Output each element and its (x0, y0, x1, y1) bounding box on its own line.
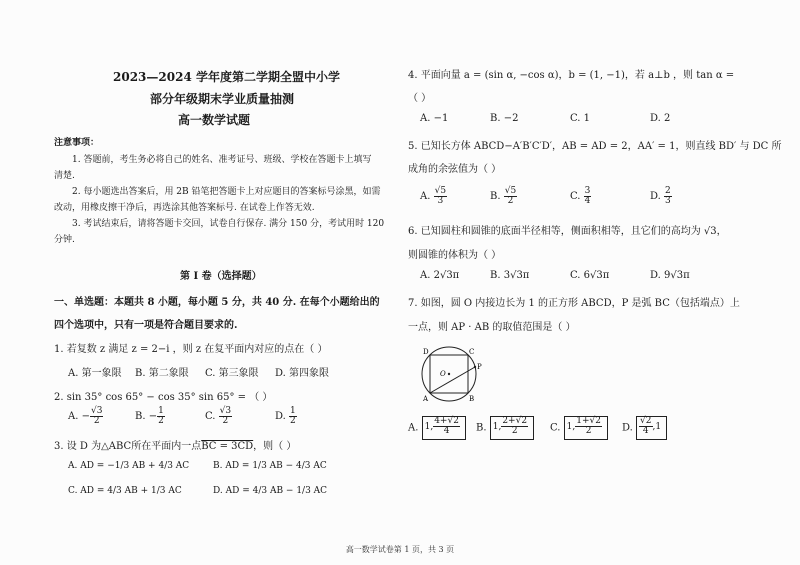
header-line3: 高一数学试题 (178, 113, 251, 127)
q6-stem-line2: 则圆锥的体积为（ ） (408, 250, 502, 261)
q5-stem-line2: 成角的余弦值为（ ） (408, 164, 502, 175)
q3-stem-tail: ，则（ ） (253, 441, 297, 452)
interval-bracket-right (462, 416, 466, 440)
q5-stem-line1: 5. 已知长方体 ABCD−A′B′C′D′，AB = AD = 2，AA′ = 1，则直线 BD′ 与 DC 所 (408, 141, 782, 152)
q7-figure (410, 343, 488, 405)
notes-title: 注意事项： (54, 138, 100, 148)
label-a: A (423, 395, 429, 403)
fraction (289, 407, 297, 426)
q3-option-a: A. AD = −1/3 AB + 4/3 AC (68, 461, 190, 471)
minus-sign: − (81, 411, 90, 422)
interval-start: 1, (566, 422, 576, 432)
label-o: O (440, 370, 446, 378)
q7-option-c (550, 416, 608, 440)
denominator: 4 (642, 426, 649, 436)
option-label: C. (570, 191, 581, 202)
numerator: 2 (665, 186, 671, 196)
q1-option-b: B. 第二象限 (135, 368, 189, 379)
q3-option-d: D. AD = 4/3 AB − 1/3 AC (213, 486, 328, 496)
option-label: A. (408, 422, 419, 434)
fraction (664, 187, 672, 206)
q1-option-c: C. 第三象限 (205, 368, 259, 379)
page-footer: 高一数学试卷第 1 页，共 3 页 (345, 545, 455, 554)
option-label: C. (205, 411, 216, 422)
fraction (433, 417, 460, 436)
q6-option-a: A. 2√3π (420, 270, 460, 281)
interval-bracket (564, 416, 604, 440)
q6-stem-line1: 6. 已知圆柱和圆锥的底面半径相等，侧面积相等，且它们的高均为 √3， (408, 226, 727, 237)
option-label: B. (135, 411, 146, 422)
numerator: √3 (90, 406, 103, 416)
numerator: √3 (219, 406, 232, 416)
point-p (474, 366, 476, 368)
notes-line: 清楚. (54, 171, 75, 181)
header-line1: 2023—2024 学年度第二学期全盟中小学 (113, 70, 340, 84)
q4-paren: （ ） (408, 93, 432, 104)
q2-stem: 2. sin 35° cos 65° − cos 35° sin 65° = （ ） (54, 392, 273, 403)
denominator: 4 (584, 196, 591, 206)
numerator: 2+√2 (502, 416, 528, 426)
q6-option-b: B. 3√3π (490, 270, 530, 281)
denominator: 2 (93, 416, 100, 426)
denominator: 2 (290, 416, 296, 426)
notes-line: 3. 考试结束后，请将答题卡交回，试卷自行保存. 满分 150 分，考试用时 120 (72, 219, 385, 229)
denominator: 4 (443, 426, 450, 436)
denominator: 3 (437, 196, 444, 206)
denominator: 2 (222, 416, 229, 426)
section-intro-line1: 一、单选题：本题共 8 小题，每小题 5 分，共 40 分. 在每个小题给出的 (54, 297, 380, 308)
label-d: D (423, 348, 429, 356)
q1-stem: 1. 若复数 z 满足 z = 2−i ，则 z 在复平面内对应的点在（ ） (54, 344, 328, 355)
q2-option-b (135, 407, 165, 426)
q7-option-b (476, 416, 534, 440)
numerator: 4+√2 (434, 416, 459, 426)
option-label: B. (490, 191, 501, 202)
section-title: 第 I 卷（选择题） (180, 271, 262, 282)
q3-option-b: B. AD = 1/3 AB − 4/3 AC (213, 461, 327, 471)
label-p: P (477, 363, 482, 371)
fraction (157, 407, 165, 426)
q5-option-d (650, 187, 672, 206)
q5-option-b (490, 187, 517, 206)
numerator: 1 (158, 406, 164, 416)
notes-line: 1. 答题前，考生务必将自己的姓名、准考证号、班级、学校在答题卡上填写 (72, 155, 372, 165)
option-label: D. (275, 411, 286, 422)
label-b: B (469, 395, 475, 403)
q1-option-d: D. 第四象限 (275, 368, 330, 379)
denominator: 3 (665, 196, 671, 206)
denominator: 2 (585, 426, 592, 436)
fraction (434, 187, 447, 206)
fraction (575, 417, 602, 436)
center-point (448, 373, 450, 375)
q5-option-c (570, 187, 591, 206)
q7-option-a (408, 416, 466, 440)
minus-sign: − (148, 411, 158, 422)
interval-bracket-right (530, 416, 534, 440)
label-c: C (469, 348, 475, 356)
interval-end: ,1 (652, 422, 662, 432)
q2-option-c (205, 407, 232, 426)
option-label: D. (622, 422, 633, 434)
q4-option-b: B. −2 (490, 113, 519, 124)
interval-bracket-right (604, 416, 608, 440)
q4-option-a: A. −1 (420, 113, 449, 124)
numerator: √5 (504, 186, 517, 196)
interval-start: 1, (424, 422, 434, 432)
fraction (501, 417, 528, 436)
option-label: D. (650, 191, 661, 202)
q6-option-c: C. 6√3π (570, 270, 610, 281)
interval-bracket (636, 416, 663, 440)
q1-option-a: A. 第一象限 (68, 368, 122, 379)
interval-bracket (490, 416, 530, 440)
option-label: C. (550, 422, 561, 434)
q3-vector-equation: BC = 3CD (201, 441, 254, 452)
numerator: √5 (434, 186, 447, 196)
q7-option-d (622, 416, 667, 440)
numerator: 3 (584, 186, 591, 196)
option-label: A. (420, 191, 431, 202)
q7-stem-line2: 一点，则 AP · AB 的取值范围是（ ） (408, 322, 576, 333)
interval-bracket-right (663, 416, 667, 440)
q3-stem (54, 437, 296, 452)
q4-option-d: D. 2 (650, 113, 671, 124)
header-line2: 部分年级期末学业质量抽测 (150, 92, 295, 106)
section-intro-line2: 四个选项中，只有一项是符合题目要求的. (54, 320, 238, 331)
option-label: B. (476, 422, 487, 434)
q3-stem-text: 3. 设 D 为△ABC所在平面内一点 (54, 441, 202, 452)
q2-option-d (275, 407, 297, 426)
numerator: 1 (290, 406, 296, 416)
q3-option-c: C. AD = 4/3 AB + 1/3 AC (68, 486, 182, 496)
numerator: 1+√2 (576, 416, 601, 426)
q7-stem-line1: 7. 如图，圆 O 内接边长为 1 的正方形 ABCD，P 是弧 BC（包括端点）上 (408, 298, 740, 309)
fraction (219, 407, 232, 426)
notes-line: 改动，用橡皮擦干净后，再选涂其他答案标号. 在试卷上作答无效. (54, 203, 315, 213)
interval-start: 1, (492, 422, 502, 432)
q4-stem: 4. 平面向量 a = (sin α, −cos α)，b = (1, −1)，若 a⊥b ，则 tan α = (408, 70, 735, 81)
denominator: 2 (507, 196, 514, 206)
q5-option-a (420, 187, 447, 206)
fraction (584, 187, 592, 206)
q2-option-a (68, 407, 103, 426)
q4-option-c: C. 1 (570, 113, 591, 124)
denominator: 2 (158, 416, 164, 426)
fraction (504, 187, 517, 206)
numerator: √2 (640, 416, 652, 426)
notes-line: 2. 每小题选出答案后，用 2B 铅笔把答题卡上对应题目的答案标号涂黑，如需 (72, 187, 381, 197)
fraction (90, 407, 103, 426)
denominator: 2 (511, 426, 518, 436)
fraction (639, 417, 652, 436)
option-label: A. (68, 411, 79, 422)
q6-option-d: D. 9√3π (650, 270, 690, 281)
notes-line: 分钟. (54, 235, 75, 245)
interval-bracket (422, 416, 462, 440)
